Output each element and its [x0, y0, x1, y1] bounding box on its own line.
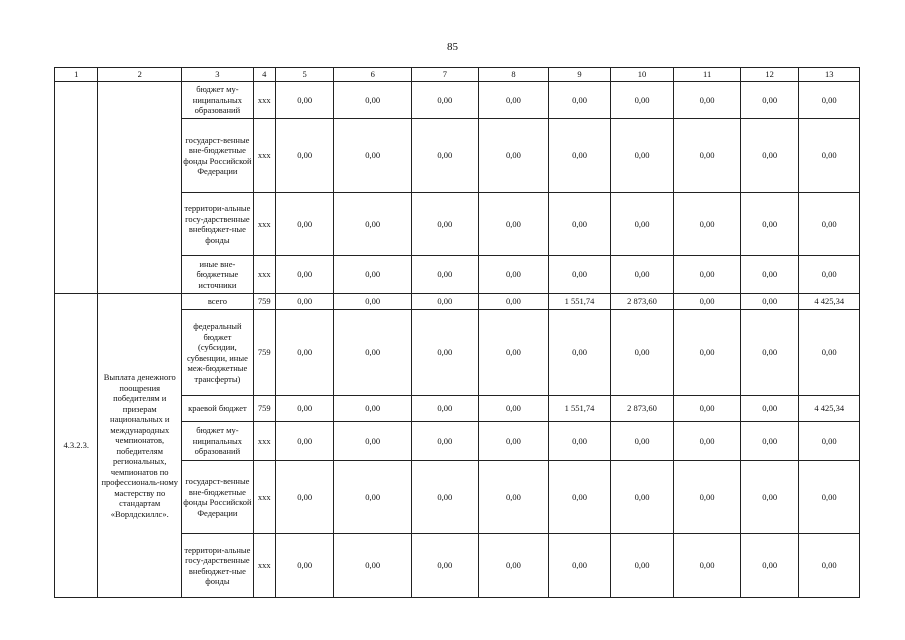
value-cell: 0,00 — [478, 310, 549, 396]
header-cell: 1 — [55, 68, 98, 82]
value-cell: 0,00 — [275, 310, 334, 396]
item-description: Выплата денежного поощрения победителям и призерам национальных и международных чемпионатов, победителям региональных, чемпионатов по профессиональ-ному мастерству по стандартам «Ворлдскиллс». — [98, 294, 182, 598]
value-cell: 0,00 — [674, 294, 741, 310]
header-cell: 6 — [334, 68, 412, 82]
value-cell: 0,00 — [610, 193, 674, 256]
value-cell: 0,00 — [610, 256, 674, 294]
value-cell: 0,00 — [275, 82, 334, 119]
source-cell: всего — [182, 294, 254, 310]
value-cell: 0,00 — [412, 396, 479, 422]
header-cell: 12 — [740, 68, 799, 82]
value-cell: 0,00 — [478, 461, 549, 534]
value-cell: 4 425,34 — [799, 396, 860, 422]
value-cell: 0,00 — [334, 534, 412, 598]
value-cell: 0,00 — [674, 256, 741, 294]
value-cell: 4 425,34 — [799, 294, 860, 310]
source-cell: бюджет му-ниципальных образований — [182, 422, 254, 461]
header-row — [55, 68, 860, 82]
value-cell: 0,00 — [799, 119, 860, 193]
group1-index-cell — [55, 82, 98, 294]
value-cell: 0,00 — [674, 534, 741, 598]
value-cell: 0,00 — [799, 310, 860, 396]
value-cell: 0,00 — [740, 193, 799, 256]
budget-table — [54, 67, 860, 598]
value-cell: 0,00 — [674, 461, 741, 534]
code-cell: ххх — [253, 193, 275, 256]
code-cell: 759 — [253, 396, 275, 422]
value-cell: 1 551,74 — [549, 294, 611, 310]
value-cell: 0,00 — [412, 256, 479, 294]
value-cell: 0,00 — [478, 534, 549, 598]
value-cell: 0,00 — [610, 82, 674, 119]
value-cell: 0,00 — [478, 256, 549, 294]
value-cell: 0,00 — [412, 82, 479, 119]
value-cell: 0,00 — [275, 422, 334, 461]
value-cell: 0,00 — [549, 534, 611, 598]
value-cell: 0,00 — [740, 82, 799, 119]
header-cell: 9 — [549, 68, 611, 82]
value-cell: 0,00 — [799, 422, 860, 461]
value-cell: 0,00 — [412, 422, 479, 461]
value-cell: 0,00 — [740, 119, 799, 193]
value-cell: 0,00 — [549, 256, 611, 294]
value-cell: 0,00 — [478, 422, 549, 461]
group1-description-cell — [98, 82, 182, 294]
value-cell: 0,00 — [740, 534, 799, 598]
source-cell: территори-альные госу-дарственные внебюджет-ные фонды — [182, 193, 254, 256]
value-cell: 0,00 — [549, 119, 611, 193]
value-cell: 0,00 — [334, 119, 412, 193]
value-cell: 0,00 — [412, 119, 479, 193]
value-cell: 0,00 — [799, 193, 860, 256]
header-cell: 4 — [253, 68, 275, 82]
header-cell: 7 — [412, 68, 479, 82]
value-cell: 0,00 — [610, 461, 674, 534]
code-cell: ххх — [253, 534, 275, 598]
value-cell: 0,00 — [478, 193, 549, 256]
header-cell: 3 — [182, 68, 254, 82]
value-cell: 0,00 — [275, 534, 334, 598]
code-cell: ххх — [253, 461, 275, 534]
value-cell: 0,00 — [412, 294, 479, 310]
value-cell: 0,00 — [549, 310, 611, 396]
value-cell: 0,00 — [334, 82, 412, 119]
value-cell: 2 873,60 — [610, 396, 674, 422]
code-cell: 759 — [253, 294, 275, 310]
header-cell: 8 — [478, 68, 549, 82]
source-cell: федеральный бюджет (субсидии, субвенции, иные меж-бюджетные трансферты) — [182, 310, 254, 396]
value-cell: 0,00 — [412, 461, 479, 534]
value-cell: 0,00 — [674, 396, 741, 422]
code-cell: ххх — [253, 82, 275, 119]
value-cell: 0,00 — [334, 310, 412, 396]
value-cell: 0,00 — [478, 294, 549, 310]
value-cell: 0,00 — [610, 534, 674, 598]
value-cell: 0,00 — [549, 193, 611, 256]
value-cell: 0,00 — [674, 193, 741, 256]
value-cell: 0,00 — [674, 119, 741, 193]
table-row — [55, 294, 860, 310]
value-cell: 0,00 — [275, 256, 334, 294]
code-cell: ххх — [253, 119, 275, 193]
value-cell: 0,00 — [610, 422, 674, 461]
source-cell: бюджет му-ниципальных образований — [182, 82, 254, 119]
source-cell: иные вне-бюджетные источники — [182, 256, 254, 294]
header-cell: 2 — [98, 68, 182, 82]
value-cell: 0,00 — [549, 422, 611, 461]
value-cell: 0,00 — [740, 256, 799, 294]
value-cell: 0,00 — [334, 461, 412, 534]
value-cell: 0,00 — [740, 461, 799, 534]
value-cell: 0,00 — [740, 310, 799, 396]
value-cell: 0,00 — [610, 119, 674, 193]
code-cell: ххх — [253, 256, 275, 294]
value-cell: 1 551,74 — [549, 396, 611, 422]
value-cell: 0,00 — [799, 82, 860, 119]
value-cell: 0,00 — [740, 294, 799, 310]
source-cell: краевой бюджет — [182, 396, 254, 422]
value-cell: 0,00 — [674, 422, 741, 461]
value-cell: 0,00 — [740, 422, 799, 461]
value-cell: 0,00 — [334, 193, 412, 256]
value-cell: 0,00 — [478, 396, 549, 422]
value-cell: 0,00 — [549, 82, 611, 119]
code-cell: 759 — [253, 310, 275, 396]
value-cell: 0,00 — [275, 396, 334, 422]
header-cell: 11 — [674, 68, 741, 82]
header-cell: 5 — [275, 68, 334, 82]
value-cell: 0,00 — [740, 396, 799, 422]
value-cell: 0,00 — [549, 461, 611, 534]
value-cell: 2 873,60 — [610, 294, 674, 310]
value-cell: 0,00 — [799, 534, 860, 598]
value-cell: 0,00 — [478, 82, 549, 119]
value-cell: 0,00 — [334, 422, 412, 461]
code-cell: ххх — [253, 422, 275, 461]
value-cell: 0,00 — [412, 193, 479, 256]
source-cell: государст-венные вне-бюджетные фонды Российской Федерации — [182, 119, 254, 193]
value-cell: 0,00 — [412, 534, 479, 598]
value-cell: 0,00 — [412, 310, 479, 396]
table-row — [55, 82, 860, 119]
value-cell: 0,00 — [275, 119, 334, 193]
source-cell: территори-альные госу-дарственные внебюджет-ные фонды — [182, 534, 254, 598]
value-cell: 0,00 — [334, 396, 412, 422]
value-cell: 0,00 — [275, 193, 334, 256]
page-number: 85 — [447, 41, 458, 53]
value-cell: 0,00 — [275, 461, 334, 534]
value-cell: 0,00 — [334, 256, 412, 294]
value-cell: 0,00 — [478, 119, 549, 193]
source-cell: государст-венные вне-бюджетные фонды Российской Федерации — [182, 461, 254, 534]
item-index: 4.3.2.3. — [55, 294, 98, 598]
value-cell: 0,00 — [799, 256, 860, 294]
header-cell: 10 — [610, 68, 674, 82]
value-cell: 0,00 — [674, 310, 741, 396]
value-cell: 0,00 — [610, 310, 674, 396]
value-cell: 0,00 — [674, 82, 741, 119]
value-cell: 0,00 — [275, 294, 334, 310]
value-cell: 0,00 — [799, 461, 860, 534]
header-cell: 13 — [799, 68, 860, 82]
value-cell: 0,00 — [334, 294, 412, 310]
